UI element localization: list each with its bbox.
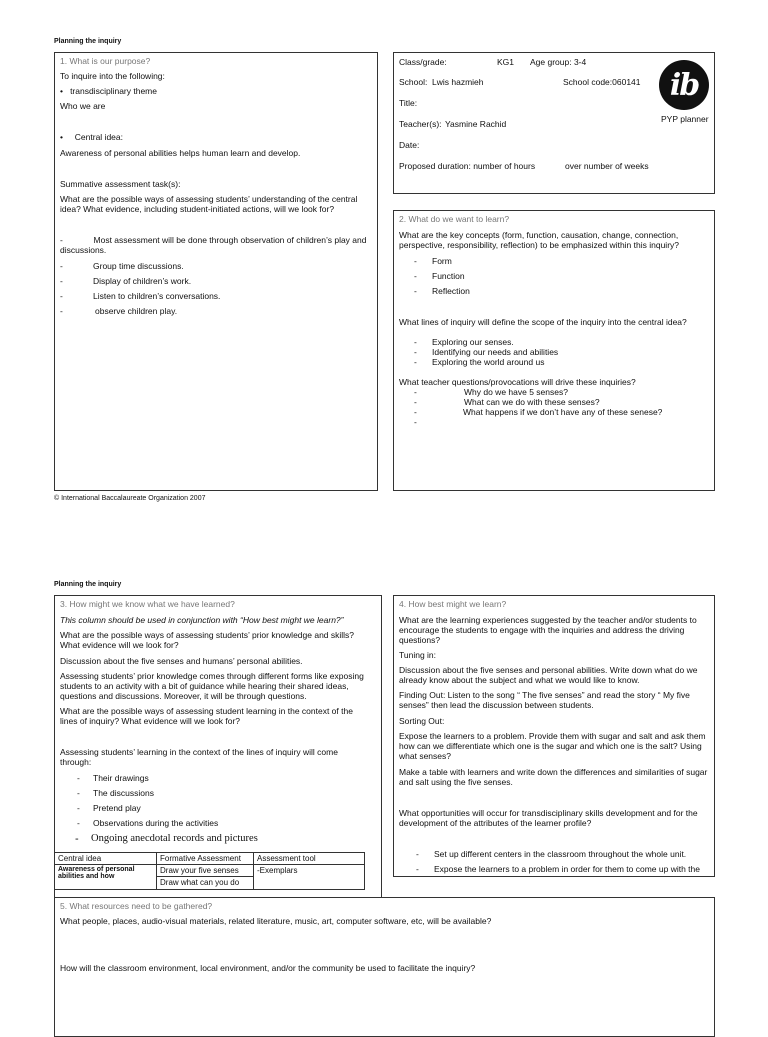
dash: - — [77, 773, 80, 783]
teacher-value: Yasmine Rachid — [445, 119, 507, 129]
page-header: Planning the inquiry — [54, 581, 122, 588]
formative-item: Draw what can you do — [160, 878, 240, 887]
table-header-cell: Central idea — [55, 853, 157, 865]
central-bullet-row: • Central idea: — [60, 132, 123, 142]
ib-logo-text: ib — [669, 67, 699, 103]
dash: - — [414, 256, 417, 266]
column-note: This column should be used in conjunction with “How best might we learn?” — [60, 615, 344, 625]
teacher-label: Teacher(s): — [399, 119, 442, 129]
dash: - — [60, 306, 63, 316]
lines-question: What lines of inquiry will define the scope of the inquiry into the central idea? — [399, 317, 687, 327]
pyp-planner-label: PYP planner — [661, 114, 709, 124]
lines-assess-answer: Assessing students’ learning in the context of the lines of inquiry will come through: — [60, 747, 338, 767]
age-group: Age group: 3-4 — [530, 57, 587, 67]
dash: - — [60, 276, 63, 286]
school-label: School: — [399, 77, 428, 87]
sorting-label: Sorting Out: — [399, 716, 445, 726]
dash: - — [416, 864, 419, 874]
dash: - — [414, 347, 417, 357]
best-box — [393, 595, 715, 877]
table-activity-text: Make a table with learners and write down the differences and similarities of sugar and salt using the five senses. — [399, 767, 708, 787]
driving-question: What can we do with these senses? — [464, 397, 600, 407]
theme-value: Who we are — [60, 101, 106, 111]
best-heading: 4. How best might we learn? — [399, 599, 507, 609]
table-row — [55, 865, 365, 890]
learn-heading: 2. What do we want to learn? — [399, 214, 510, 224]
theme-bullet: transdisciplinary theme — [70, 86, 157, 96]
purpose-intro: To inquire into the following: — [60, 71, 165, 81]
dash: - — [414, 286, 417, 296]
assessment-table — [54, 852, 365, 890]
tuning-label: Tuning in: — [399, 650, 437, 660]
page-header: Planning the inquiry — [54, 38, 122, 45]
assess-item: Their drawings — [93, 773, 149, 783]
inquiry-line: Exploring the world around us — [432, 357, 545, 367]
discussion-text: Discussion about the five senses and humans’ personal abilities. — [60, 656, 303, 666]
central-bullet: Central idea: — [74, 132, 123, 142]
dash: - — [75, 833, 79, 845]
learn-box — [393, 210, 715, 491]
resources-question: What people, places, audio-visual materials, related literature, music, art, computer software, etc, will be available? — [60, 916, 492, 926]
dash: - — [414, 417, 417, 427]
dash: - — [60, 261, 63, 271]
assessment-item: Group time discussions. — [93, 261, 184, 271]
central-idea: Awareness of personal abilities helps human learn and develop. — [60, 148, 301, 158]
sorting-text: Expose the learners to a problem. Provide them with sugar and salt and ask them how can we differentiate which one is the sugar and which one is the salt? Using what senses? — [399, 731, 706, 761]
inquiry-line: Identifying our needs and abilities — [432, 347, 559, 357]
assessment-item: observe children play. — [95, 306, 178, 316]
purpose-box — [54, 52, 378, 491]
school-value: Lwis hazmieh — [432, 77, 484, 87]
dash: - — [77, 788, 80, 798]
dash: - — [60, 291, 63, 301]
theme-bullet-row: • transdisciplinary theme — [60, 86, 157, 96]
purpose-heading: 1. What is our purpose? — [60, 56, 151, 66]
resources-box — [54, 897, 715, 1037]
opportunities-question: What opportunities will occur for transdisciplinary skills development and for the development of the attributes of the learner profile? — [399, 808, 698, 828]
dash: - — [77, 818, 80, 828]
prior-question: What are the possible ways of assessing students’ prior knowledge and skills? What evidence will we look for? — [60, 630, 355, 650]
table-header-cell: Formative Assessment — [157, 853, 254, 865]
table-cell: Awareness of personal abilities and how — [55, 865, 157, 890]
lines-assess-question: What are the possible ways of assessing student learning in the context of the lines of inquiry? What evidence will we look for? — [60, 706, 353, 726]
concepts-question: What are the key concepts (form, function, causation, change, connection, perspective, responsibility, reflection) to be emphasized within this inquiry? — [399, 230, 680, 250]
dash: - — [414, 397, 417, 407]
teacher-question-heading: What teacher questions/provocations will drive these inquiries? — [399, 377, 636, 387]
assess-item: Observations during the activities — [93, 818, 219, 828]
concept-item: Function — [432, 271, 465, 281]
inquiry-line: Exploring our senses. — [432, 337, 514, 347]
dash: - — [414, 357, 417, 367]
class-value: KG1 — [497, 57, 515, 67]
dash: - — [414, 337, 417, 347]
date-label: Date: — [399, 140, 420, 150]
school-code: School code:060141 — [563, 77, 641, 87]
know-heading: 3. How might we know what we have learned? — [60, 599, 235, 609]
opportunity-item: Set up different centers in the classroom throughout the whole unit. — [434, 849, 687, 859]
best-question: What are the learning experiences suggested by the teacher and/or students to encourage the students to engage with the inquiries and address the driving questions? — [399, 615, 697, 645]
prior-answer: Assessing students’ prior knowledge comes through different forms like exposing students to an activity with a bit of guidance while hearing their shared ideas, questions and discussions. Moreover, it will be through questions. — [60, 671, 364, 701]
assess-item: The discussions — [93, 788, 154, 798]
formative-item: Draw your five senses — [157, 865, 253, 877]
dash: - — [414, 387, 417, 397]
dash: - — [414, 271, 417, 281]
assessment-lead-text: Most assessment will be done through observation of children’s play and discussions. — [60, 235, 367, 255]
assessment-item: Listen to children’s conversations. — [93, 291, 221, 301]
page-footer: © International Baccalaureate Organization 2007 — [54, 495, 206, 502]
assess-item: Pretend play — [93, 803, 141, 813]
table-cell: -Exemplars — [254, 865, 365, 890]
title-label: Title: — [399, 98, 418, 108]
driving-question: Why do we have 5 senses? — [464, 387, 568, 397]
table-header-row — [55, 853, 365, 865]
finding-text: Finding Out: Listen to the song “ The five senses” and read the story “ My five senses” then lead the discussion between students. — [399, 690, 690, 710]
tuning-text: Discussion about the five senses and personal abilities. Write down what do we already know about the subject and what we would like to know. — [399, 665, 698, 685]
dash: - — [77, 803, 80, 813]
resources-heading: 5. What resources need to be gathered? — [60, 901, 213, 911]
assessment-lead: - Most assessment will be done through observation of children’s play and discussions. — [60, 235, 367, 255]
environment-question: How will the classroom environment, local environment, and/or the community be used to facilitate the inquiry? — [60, 963, 476, 973]
ib-logo — [659, 60, 709, 110]
dash: - — [416, 849, 419, 859]
summative-question: What are the possible ways of assessing students’ understanding of the central idea? What evidence, including student-initiated actions, will we look for? — [60, 194, 358, 214]
driving-question: What happens if we don’t have any of these senese? — [463, 407, 663, 417]
assessment-item: Display of children’s work. — [93, 276, 192, 286]
opportunity-item: Expose the learners to a problem in order for them to come up with the — [434, 864, 700, 874]
concept-item: Form — [432, 256, 452, 266]
dash: - — [414, 407, 417, 417]
duration-label: Proposed duration: number of hours — [399, 161, 536, 171]
table-cell — [157, 865, 254, 890]
table-header-cell: Assessment tool — [254, 853, 365, 865]
weeks-label: over number of weeks — [565, 161, 649, 171]
concept-item: Reflection — [432, 286, 470, 296]
summative-heading: Summative assessment task(s): — [60, 179, 181, 189]
class-label: Class/grade: — [399, 57, 447, 67]
ongoing-records: Ongoing anecdotal records and pictures — [91, 833, 258, 844]
